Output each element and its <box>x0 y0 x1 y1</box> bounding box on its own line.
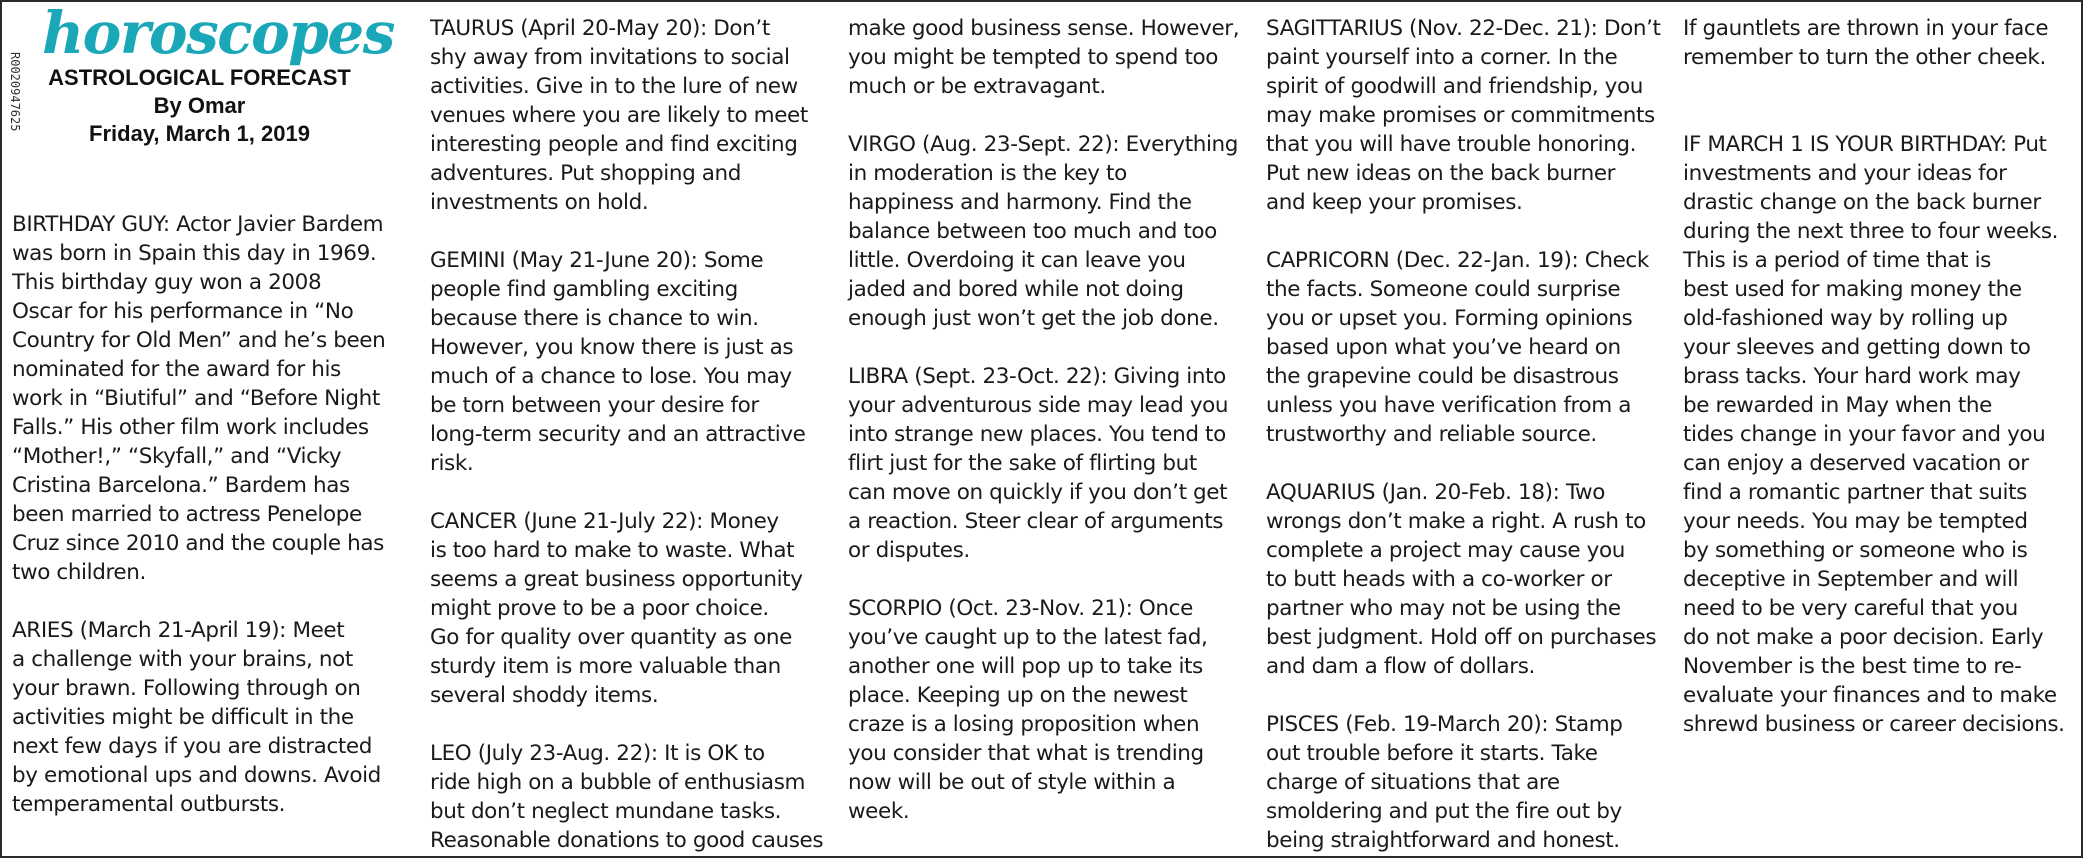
text-line: flirt just for the sake of flirting but <box>848 451 1197 476</box>
text-line: remember to turn the other cheek. <box>1683 45 2046 70</box>
text-line: nominated for the award for his <box>12 357 341 382</box>
text-line: SCORPIO (Oct. 23-Nov. 21): Once <box>848 596 1193 621</box>
text-line: shrewd business or career decisions. <box>1683 712 2065 737</box>
text-line: Falls.” His other film work includes <box>12 415 369 440</box>
text-line: LEO (July 23-Aug. 22): It is OK to <box>430 741 765 766</box>
text-line: Oscar for his performance in “No <box>12 299 354 324</box>
text-line: GEMINI (May 21-June 20): Some <box>430 248 764 273</box>
text-line: in moderation is the key to <box>848 161 1127 186</box>
text-line: venues where you are likely to meet <box>430 103 808 128</box>
text-line: Cruz since 2010 and the couple has <box>12 531 384 556</box>
text-line: unless you have verification from a <box>1266 393 1631 418</box>
text-line: make good business sense. However, <box>848 16 1240 41</box>
text-line: your needs. You may be tempted <box>1683 509 2028 534</box>
text-line: you might be tempted to spend too <box>848 45 1219 70</box>
text-line: can enjoy a deserved vacation or <box>1683 451 2029 476</box>
text-line: activities might be difficult in the <box>12 705 354 730</box>
text-line: If gauntlets are thrown in your face <box>1683 16 2049 41</box>
text-line: Cristina Barcelona.” Bardem has <box>12 473 350 498</box>
virgo-paragraph <box>848 130 1239 333</box>
text-line: best judgment. Hold off on purchases <box>1266 625 1657 650</box>
text-line: adventures. Put shopping and <box>430 161 742 186</box>
text-line: be rewarded in May when the <box>1683 393 1992 418</box>
text-line: your sleeves and getting down to <box>1683 335 2031 360</box>
text-line: complete a project may cause you <box>1266 538 1625 563</box>
birthday-paragraph <box>1683 130 2065 739</box>
text-line: people find gambling exciting <box>430 277 738 302</box>
text-line: the facts. Someone could surprise <box>1266 277 1621 302</box>
text-line: drastic change on the back burner <box>1683 190 2041 215</box>
date: Friday, March 1, 2019 <box>89 121 310 146</box>
text-line: next few days if you are distracted <box>12 734 372 759</box>
text-line: to butt heads with a co-worker or <box>1266 567 1612 592</box>
text-line: and dam a flow of dollars. <box>1266 654 1535 679</box>
text-line: activities. Give in to the lure of new <box>430 74 798 99</box>
leo-paragraph <box>430 739 823 855</box>
text-line: two children. <box>12 560 146 585</box>
text-line: much of a chance to lose. You may <box>430 364 792 389</box>
masthead <box>42 0 394 148</box>
text-line: week. <box>848 799 910 824</box>
text-line: wrongs don’t make a right. A rush to <box>1266 509 1646 534</box>
text-line: was born in Spain this day in 1969. <box>12 241 377 266</box>
text-line: little. Overdoing it can leave you <box>848 248 1186 273</box>
scorpio-paragraph <box>848 594 1239 826</box>
text-line: Reasonable donations to good causes <box>430 828 824 853</box>
text-line: Country for Old Men” and he’s been <box>12 328 386 353</box>
text-line: you’ve caught up to the latest fad, <box>848 625 1208 650</box>
text-line: deceptive in September and will <box>1683 567 2019 592</box>
text-line: the grapevine could be disastrous <box>1266 364 1619 389</box>
text-line: long-term security and an attractive <box>430 422 806 447</box>
text-line: or disputes. <box>848 538 970 563</box>
text-line: CANCER (June 21-July 22): Money <box>430 509 779 534</box>
birthday-guy-paragraph <box>12 210 385 587</box>
text-line: best used for making money the <box>1683 277 2022 302</box>
text-line: be torn between your desire for <box>430 393 759 418</box>
text-line: into strange new places. You tend to <box>848 422 1226 447</box>
taurus-paragraph <box>430 14 823 217</box>
text-line: spirit of goodwill and friendship, you <box>1266 74 1643 99</box>
text-line: trustworthy and reliable source. <box>1266 422 1597 447</box>
text-line: seems a great business opportunity <box>430 567 803 592</box>
text-line: November is the best time to re- <box>1683 654 2022 679</box>
text-line: a challenge with your brains, not <box>12 647 353 672</box>
text-line: CAPRICORN (Dec. 22-Jan. 19): Check <box>1266 248 1649 273</box>
pisces-paragraph <box>1266 710 1661 855</box>
text-line: old-fashioned way by rolling up <box>1683 306 2008 331</box>
aquarius-paragraph <box>1266 478 1661 681</box>
pisces-continued-paragraph <box>1683 14 2065 72</box>
text-line: PISCES (Feb. 19-March 20): Stamp <box>1266 712 1623 737</box>
text-line: been married to actress Penelope <box>12 502 362 527</box>
text-line: you or upset you. Forming opinions <box>1266 306 1633 331</box>
text-line: investments on hold. <box>430 190 649 215</box>
text-line: your brawn. Following through on <box>12 676 361 701</box>
text-line: work in “Biutiful” and “Before Night <box>12 386 380 411</box>
text-line: ride high on a bubble of enthusiasm <box>430 770 806 795</box>
text-line: Put new ideas on the back burner <box>1266 161 1616 186</box>
text-line: craze is a losing proposition when <box>848 712 1200 737</box>
text-line: and keep your promises. <box>1266 190 1523 215</box>
text-line: happiness and harmony. Find the <box>848 190 1192 215</box>
text-line: out trouble before it starts. Take <box>1266 741 1598 766</box>
text-line: is too hard to make to waste. What <box>430 538 795 563</box>
text-line: another one will pop up to take its <box>848 654 1203 679</box>
capricorn-paragraph <box>1266 246 1661 449</box>
aries-paragraph <box>12 616 385 819</box>
column-3 <box>848 14 1239 826</box>
subtitle: ASTROLOGICAL FORECAST <box>48 65 351 90</box>
column-5 <box>1683 14 2065 739</box>
column-2 <box>430 14 823 855</box>
libra-paragraph <box>848 362 1239 565</box>
text-line: find a romantic partner that suits <box>1683 480 2027 505</box>
text-line: balance between too much and too <box>848 219 1217 244</box>
text-line: risk. <box>430 451 474 476</box>
text-line: “Mother!,” “Skyfall,” and “Vicky <box>12 444 342 469</box>
text-line: shy away from invitations to social <box>430 45 790 70</box>
text-line: place. Keeping up on the newest <box>848 683 1188 708</box>
text-line: sturdy item is more valuable than <box>430 654 781 679</box>
text-line: that you will have trouble honoring. <box>1266 132 1637 157</box>
text-line: can move on quickly if you don’t get <box>848 480 1228 505</box>
text-line: being straightforward and honest. <box>1266 828 1620 853</box>
text-line: brass tacks. Your hard work may <box>1683 364 2021 389</box>
text-line: interesting people and find exciting <box>430 132 798 157</box>
text-line: now will be out of style within a <box>848 770 1176 795</box>
side-code: R0020947625 <box>8 52 22 132</box>
text-line: smoldering and put the fire out by <box>1266 799 1622 824</box>
text-line: This birthday guy won a 2008 <box>12 270 322 295</box>
text-line: much or be extravagant. <box>848 74 1106 99</box>
text-line: you consider that what is trending <box>848 741 1204 766</box>
column-4 <box>1266 14 1661 855</box>
text-line: may make promises or commitments <box>1266 103 1655 128</box>
brand-title: horoscopes <box>42 0 394 67</box>
text-line: might prove to be a poor choice. <box>430 596 769 621</box>
text-line: by emotional ups and downs. Avoid <box>12 763 381 788</box>
text-line: tides change in your favor and you <box>1683 422 2046 447</box>
text-line: partner who may not be using the <box>1266 596 1621 621</box>
gemini-paragraph <box>430 246 823 478</box>
leo-continued-paragraph <box>848 14 1239 101</box>
text-line: ARIES (March 21-April 19): Meet <box>12 618 345 643</box>
text-line: several shoddy items. <box>430 683 659 708</box>
text-line: This is a period of time that is <box>1683 248 1991 273</box>
text-line: enough just won’t get the job done. <box>848 306 1219 331</box>
text-line: but don’t neglect mundane tasks. <box>430 799 782 824</box>
byline: By Omar <box>153 93 246 118</box>
text-line: need to be very careful that you <box>1683 596 2018 621</box>
text-line: by something or someone who is <box>1683 538 2028 563</box>
text-line: temperamental outbursts. <box>12 792 286 817</box>
text-line: charge of situations that are <box>1266 770 1560 795</box>
text-line: a reaction. Steer clear of arguments <box>848 509 1224 534</box>
text-line: evaluate your finances and to make <box>1683 683 2057 708</box>
text-line: investments and your ideas for <box>1683 161 2007 186</box>
text-line: BIRTHDAY GUY: Actor Javier Bardem <box>12 212 384 237</box>
text-line: LIBRA (Sept. 23-Oct. 22): Giving into <box>848 364 1226 389</box>
text-line: IF MARCH 1 IS YOUR BIRTHDAY: Put <box>1683 132 2047 157</box>
text-line: jaded and bored while not doing <box>848 277 1184 302</box>
text-line: AQUARIUS (Jan. 20-Feb. 18): Two <box>1266 480 1605 505</box>
text-line: VIRGO (Aug. 23-Sept. 22): Everything <box>848 132 1239 157</box>
text-line: paint yourself into a corner. In the <box>1266 45 1618 70</box>
cancer-paragraph <box>430 507 823 710</box>
text-line: during the next three to four weeks. <box>1683 219 2059 244</box>
column-1 <box>12 210 385 819</box>
text-line: SAGITTARIUS (Nov. 22-Dec. 21): Don’t <box>1266 16 1661 41</box>
text-line: your adventurous side may lead you <box>848 393 1229 418</box>
text-line: do not make a poor decision. Early <box>1683 625 2044 650</box>
text-line: TAURUS (April 20-May 20): Don’t <box>430 16 770 41</box>
text-line: However, you know there is just as <box>430 335 794 360</box>
text-line: based upon what you’ve heard on <box>1266 335 1621 360</box>
text-line: Go for quality over quantity as one <box>430 625 792 650</box>
sagittarius-paragraph <box>1266 14 1661 217</box>
text-line: because there is chance to win. <box>430 306 759 331</box>
